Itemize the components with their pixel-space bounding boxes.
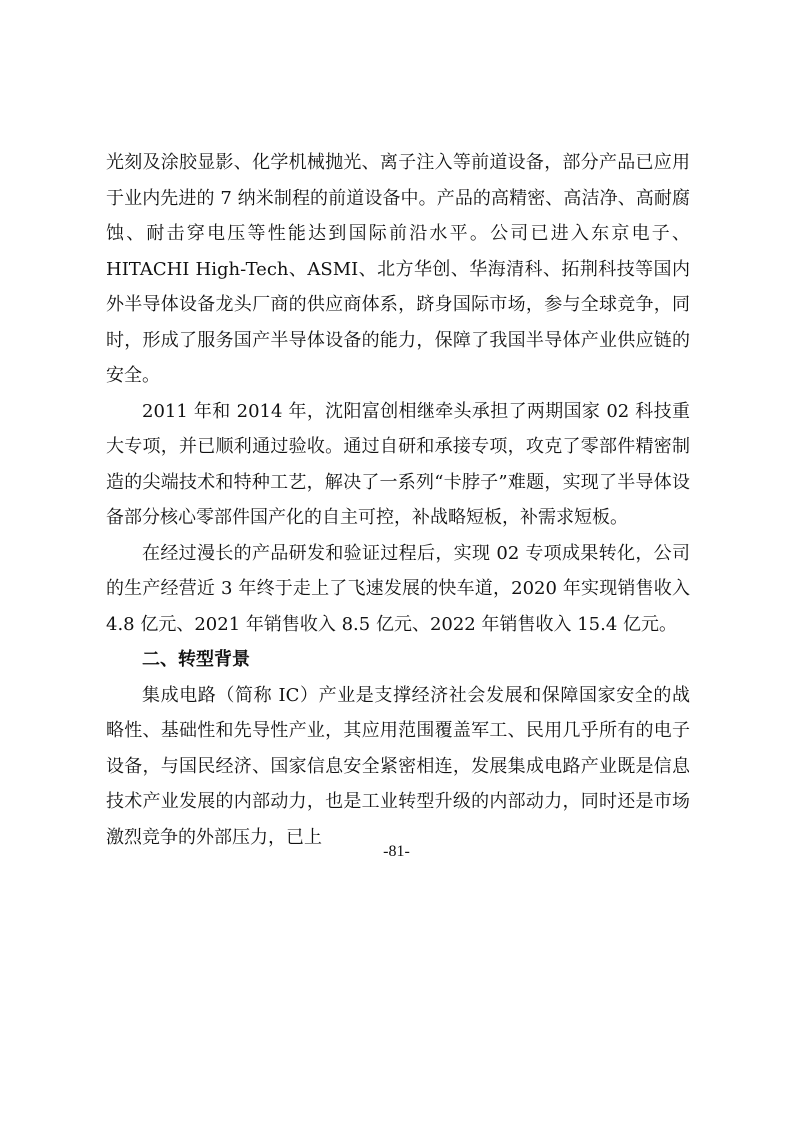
paragraph-3: 在经过漫长的产品研发和验证过程后，实现 02 专项成果转化，公司的生产经营近 3 年终于走上了飞速发展的快车道，2020 年实现销售收入 4.8 亿元、2021 年销售收入 8.5 亿元、2022 年销售收入 15.4 亿元。 xyxy=(106,542,690,635)
page-body xyxy=(106,145,690,855)
page-number: -81- xyxy=(383,843,410,860)
paragraph-1: 光刻及涂胶显影、化学机械抛光、离子注入等前道设备，部分产品已应用于业内先进的 7 纳米制程的前道设备中。产品的高精密、高洁净、高耐腐蚀、耐击穿电压等性能达到国际前沿水平。公司已进入东京电子、HITACHI High-Tech、ASMI、北方华创、华海清科、拓荆科技等国内外半导体设备龙头厂商的供应商体系，跻身国际市场，参与全球竞争，同时，形成了服务国产半导体设备的能力，保障了我国半导体产业供应链的安全。 xyxy=(106,152,690,386)
paragraph-4: 集成电路（简称 IC）产业是支撑经济社会发展和保障国家安全的战略性、基础性和先导性产业，其应用范围覆盖军工、民用几乎所有的电子设备，与国民经济、国家信息安全紧密相连，发展集成电路产业既是信息技术产业发展的内部动力，也是工业转型升级的内部动力，同时还是市场激烈竞争的外部压力，已上 xyxy=(106,684,690,848)
paragraph-2: 2011 年和 2014 年，沈阳富创相继牵头承担了两期国家 02 科技重大专项，并已顺利通过验收。通过自研和承接专项，攻克了零部件精密制造的尖端技术和特种工艺，解决了一系列“卡脖子”难题，实现了半导体设备部分核心零部件国产化的自主可控，补战略短板，补需求短板。 xyxy=(106,400,690,528)
section-heading: 二、转型背景 xyxy=(142,649,250,670)
